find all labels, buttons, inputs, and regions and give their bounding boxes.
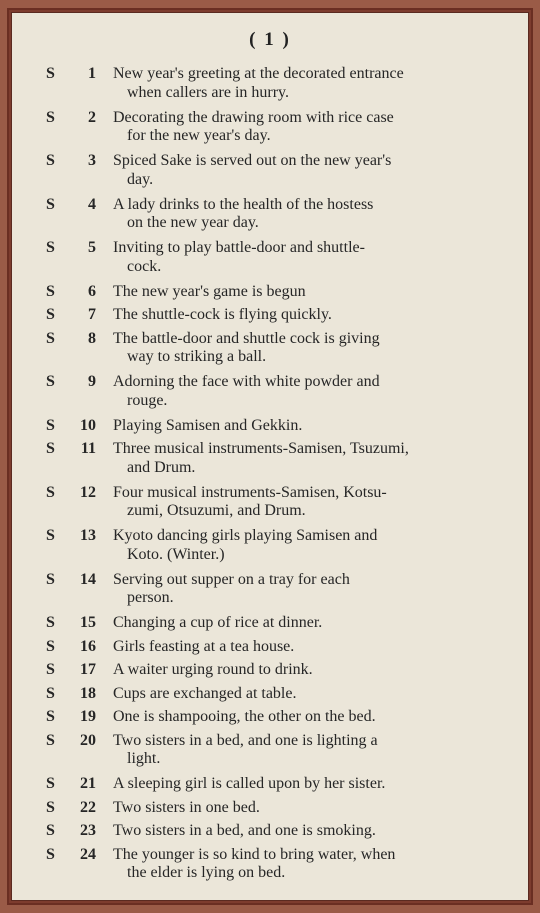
entry-line: Two sisters in a bed, and one is lighting a	[113, 731, 378, 749]
list-item	[12, 196, 530, 233]
list-item	[12, 732, 530, 769]
entry-line-continued: and Drum.	[127, 458, 196, 476]
entry-line-continued: cock.	[127, 257, 162, 275]
series-marker: S	[46, 108, 55, 126]
list-item	[12, 484, 530, 521]
entry-number: 12	[80, 483, 96, 501]
entry-line: Two sisters in one bed.	[113, 798, 260, 816]
series-marker: S	[46, 614, 55, 631]
list-item	[12, 685, 530, 704]
list-item	[12, 775, 530, 794]
entry-number: 3	[88, 152, 96, 169]
list-item	[12, 152, 530, 189]
entry-line: Spiced Sake is served out on the new year's	[113, 152, 392, 169]
entry-description	[113, 638, 495, 657]
entry-number: 19	[80, 708, 96, 725]
entry-description	[113, 152, 495, 189]
entry-number: 15	[80, 614, 96, 631]
caption-list	[12, 65, 530, 889]
series-marker: S	[46, 708, 55, 725]
entry-number: 17	[80, 661, 96, 678]
entry-number: 24	[80, 845, 96, 863]
series-marker: S	[46, 798, 55, 816]
list-item	[12, 527, 530, 564]
entry-line: The shuttle-cock is flying quickly.	[113, 306, 332, 323]
entry-number: 10	[80, 416, 96, 434]
entry-description	[113, 661, 495, 680]
entry-line: Changing a cup of rice at dinner.	[113, 614, 323, 631]
entry-line: The new year's game is begun	[113, 282, 306, 300]
entry-number: 2	[88, 108, 96, 126]
entry-description	[113, 799, 495, 818]
list-item	[12, 571, 530, 608]
entry-line: Playing Samisen and Gekkin.	[113, 416, 303, 434]
entry-number: 20	[80, 731, 96, 749]
list-item	[12, 661, 530, 680]
entry-description	[113, 306, 495, 325]
entry-line: Two sisters in a bed, and one is smoking.	[113, 822, 376, 839]
list-item	[12, 822, 530, 841]
list-item	[12, 283, 530, 302]
series-marker: S	[46, 306, 55, 323]
entry-line-continued: person.	[127, 589, 174, 606]
entry-description	[113, 822, 495, 841]
entry-number: 5	[88, 239, 96, 256]
entry-line: Serving out supper on a tray for each	[113, 570, 350, 588]
entry-line: A lady drinks to the health of the hostess	[113, 195, 374, 213]
entry-description	[113, 417, 495, 436]
list-item	[12, 109, 530, 146]
entry-line: New year's greeting at the decorated entrance	[113, 65, 404, 82]
entry-number: 11	[80, 440, 96, 457]
entry-description	[113, 239, 495, 276]
entry-line: A sleeping girl is called upon by her sister.	[113, 775, 386, 792]
entry-description	[113, 484, 495, 521]
page-number: ( 1 )	[249, 29, 291, 50]
entry-line-continued: zumi, Otsuzumi, and Drum.	[127, 502, 306, 519]
series-marker: S	[46, 282, 55, 300]
entry-line: Kyoto dancing girls playing Samisen and	[113, 527, 378, 544]
entry-line: Inviting to play battle-door and shuttle-	[113, 239, 365, 256]
entry-line-continued: rouge.	[127, 391, 168, 409]
list-item	[12, 306, 530, 325]
entry-line: Decorating the drawing room with rice case	[113, 108, 394, 126]
list-item	[12, 614, 530, 633]
entry-line-continued: when callers are in hurry.	[127, 83, 289, 101]
series-marker: S	[46, 570, 55, 588]
entry-number: 21	[80, 775, 96, 792]
entry-description	[113, 732, 495, 769]
entry-description	[113, 614, 495, 633]
series-marker: S	[46, 195, 55, 213]
series-marker: S	[46, 65, 55, 82]
entry-number: 23	[80, 822, 96, 839]
list-item	[12, 638, 530, 657]
series-marker: S	[46, 329, 55, 347]
series-marker: S	[46, 637, 55, 655]
entry-line-continued: light.	[127, 750, 161, 767]
series-marker: S	[46, 440, 55, 457]
entry-line: Four musical instruments-Samisen, Kotsu-	[113, 483, 387, 501]
entry-description	[113, 330, 495, 367]
entry-number: 13	[80, 527, 96, 544]
entry-description	[113, 196, 495, 233]
list-item	[12, 799, 530, 818]
series-marker: S	[46, 845, 55, 863]
entry-number: 7	[88, 306, 96, 323]
entry-number: 4	[88, 195, 96, 213]
entry-line: A waiter urging round to drink.	[113, 661, 313, 678]
entry-line-continued: day.	[127, 170, 154, 188]
series-marker: S	[46, 775, 55, 792]
entry-description	[113, 109, 495, 146]
entry-line: Cups are exchanged at table.	[113, 684, 297, 702]
entry-number: 9	[88, 373, 96, 390]
entry-description	[113, 440, 495, 477]
series-marker: S	[46, 416, 55, 434]
list-item	[12, 330, 530, 367]
entry-description	[113, 708, 495, 727]
series-marker: S	[46, 373, 55, 390]
series-marker: S	[46, 483, 55, 501]
entry-description	[113, 527, 495, 564]
list-item	[12, 440, 530, 477]
list-item	[12, 65, 530, 102]
entry-line-continued: way to striking a ball.	[127, 348, 267, 365]
entry-number: 1	[88, 65, 96, 82]
entry-description	[113, 571, 495, 608]
list-item	[12, 373, 530, 410]
entry-number: 6	[88, 282, 96, 300]
entry-line: One is shampooing, the other on the bed.	[113, 708, 376, 725]
entry-number: 8	[88, 329, 96, 347]
entry-line: Three musical instruments-Samisen, Tsuzumi,	[113, 440, 409, 457]
entry-description	[113, 685, 495, 704]
series-marker: S	[46, 239, 55, 256]
series-marker: S	[46, 527, 55, 544]
list-item	[12, 846, 530, 883]
list-item	[12, 417, 530, 436]
series-marker: S	[46, 822, 55, 839]
entry-number: 14	[80, 570, 96, 588]
series-marker: S	[46, 731, 55, 749]
entry-description	[113, 775, 495, 794]
entry-description	[113, 283, 495, 302]
entry-description	[113, 373, 495, 410]
entry-description	[113, 846, 495, 883]
entry-line: The younger is so kind to bring water, when	[113, 845, 396, 863]
list-item	[12, 239, 530, 276]
entry-description	[113, 65, 495, 102]
entry-number: 18	[80, 684, 96, 702]
entry-number: 16	[80, 637, 96, 655]
entry-line: Girls feasting at a tea house.	[113, 637, 295, 655]
entry-number: 22	[80, 798, 96, 816]
series-marker: S	[46, 152, 55, 169]
entry-line: The battle-door and shuttle cock is giving	[113, 329, 380, 347]
entry-line-continued: the elder is lying on bed.	[127, 864, 286, 881]
series-marker: S	[46, 661, 55, 678]
list-item	[12, 708, 530, 727]
series-marker: S	[46, 684, 55, 702]
entry-line-continued: for the new year's day.	[127, 127, 271, 144]
entry-line-continued: on the new year day.	[127, 214, 259, 231]
entry-line: Adorning the face with white powder and	[113, 373, 380, 390]
entry-line-continued: Koto. (Winter.)	[127, 545, 225, 563]
book-page	[11, 12, 529, 901]
